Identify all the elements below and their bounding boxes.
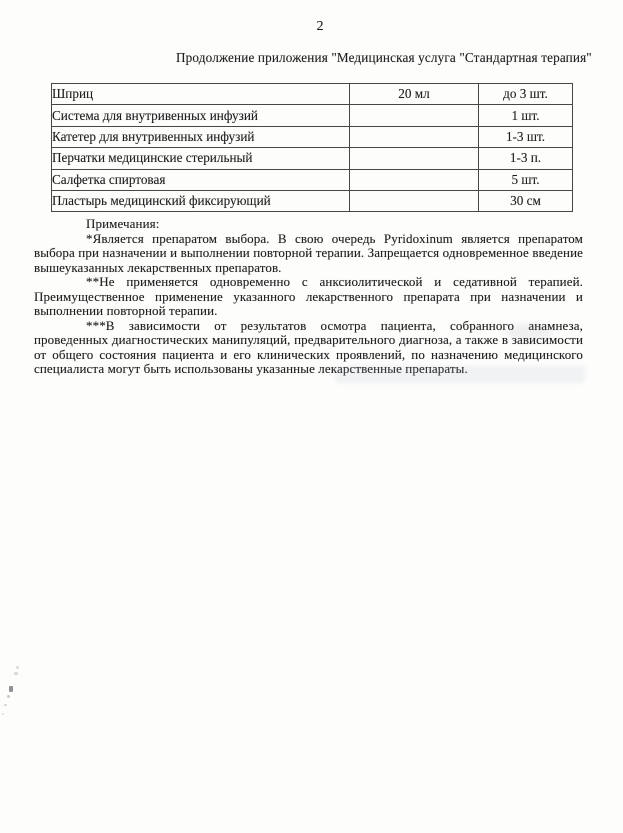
- scan-speck: [16, 666, 19, 669]
- item-volume-cell: [350, 190, 479, 211]
- item-name-cell: Перчатки медицинские стерильный: [52, 148, 350, 169]
- item-quantity-cell: 30 см: [479, 190, 573, 211]
- scan-speck: [2, 713, 4, 715]
- item-quantity-cell: 1 шт.: [479, 105, 573, 126]
- note-paragraph-3: ***В зависимости от результатов осмотра пациента, собранного анамнеза, проведенных диагностических манипуляций, предварительного диагноза, а также в зависимости от общего состояния пациента и его клинических проявлений, по назначению медицинского специалиста могут быть использованы указанные лекарственные препараты.: [34, 317, 583, 376]
- note-paragraph-1: *Является препаратом выбора. В свою очередь Pyridoxinum является препаратом выбора при назначении и выполнении повторной терапии. Запрещается одновременное введение вышеуказанных лекарственных препаратов.: [34, 230, 583, 275]
- item-quantity-cell: 5 шт.: [479, 169, 573, 190]
- scan-speck: [9, 686, 13, 692]
- page-number: 2: [316, 19, 324, 34]
- table-row: [52, 126, 573, 147]
- table-row: [52, 84, 573, 105]
- item-volume-cell: [350, 169, 479, 190]
- item-volume-cell: [350, 126, 479, 147]
- item-volume-cell: [350, 148, 479, 169]
- item-name-cell: Салфетка спиртовая: [52, 169, 350, 190]
- item-volume-cell: 20 мл: [350, 84, 479, 105]
- scan-speck: [14, 672, 18, 675]
- medical-supplies-table: [51, 83, 573, 212]
- item-name-cell: Система для внутривенных инфузий: [52, 105, 350, 126]
- note-paragraph-2: **Не применяется одновременно с анксиолитической и седативной терапией. Преимущественное применение указанного лекарственного препарата при назначении и выполнении повторной терапии.: [34, 274, 583, 318]
- item-quantity-cell: 1-3 шт.: [479, 126, 573, 147]
- item-quantity-cell: до 3 шт.: [479, 84, 573, 105]
- notes-section: [34, 217, 583, 377]
- item-name-cell: Шприц: [52, 84, 350, 105]
- item-volume-cell: [350, 105, 479, 126]
- notes-heading: Примечания:: [86, 216, 160, 231]
- table-row: [52, 190, 573, 211]
- item-quantity-cell: 1-3 п.: [479, 148, 573, 169]
- item-name-cell: Катетер для внутривенных инфузий: [52, 126, 350, 147]
- table-row: [52, 105, 573, 126]
- table-row: [52, 148, 573, 169]
- appendix-continuation-header: Продолжение приложения "Медицинская услуга "Стандартная терапия": [176, 50, 592, 65]
- table-row: [52, 169, 573, 190]
- scan-speck: [4, 704, 7, 706]
- scan-speck: [7, 695, 10, 698]
- item-name-cell: Пластырь медицинский фиксирующий: [52, 190, 350, 211]
